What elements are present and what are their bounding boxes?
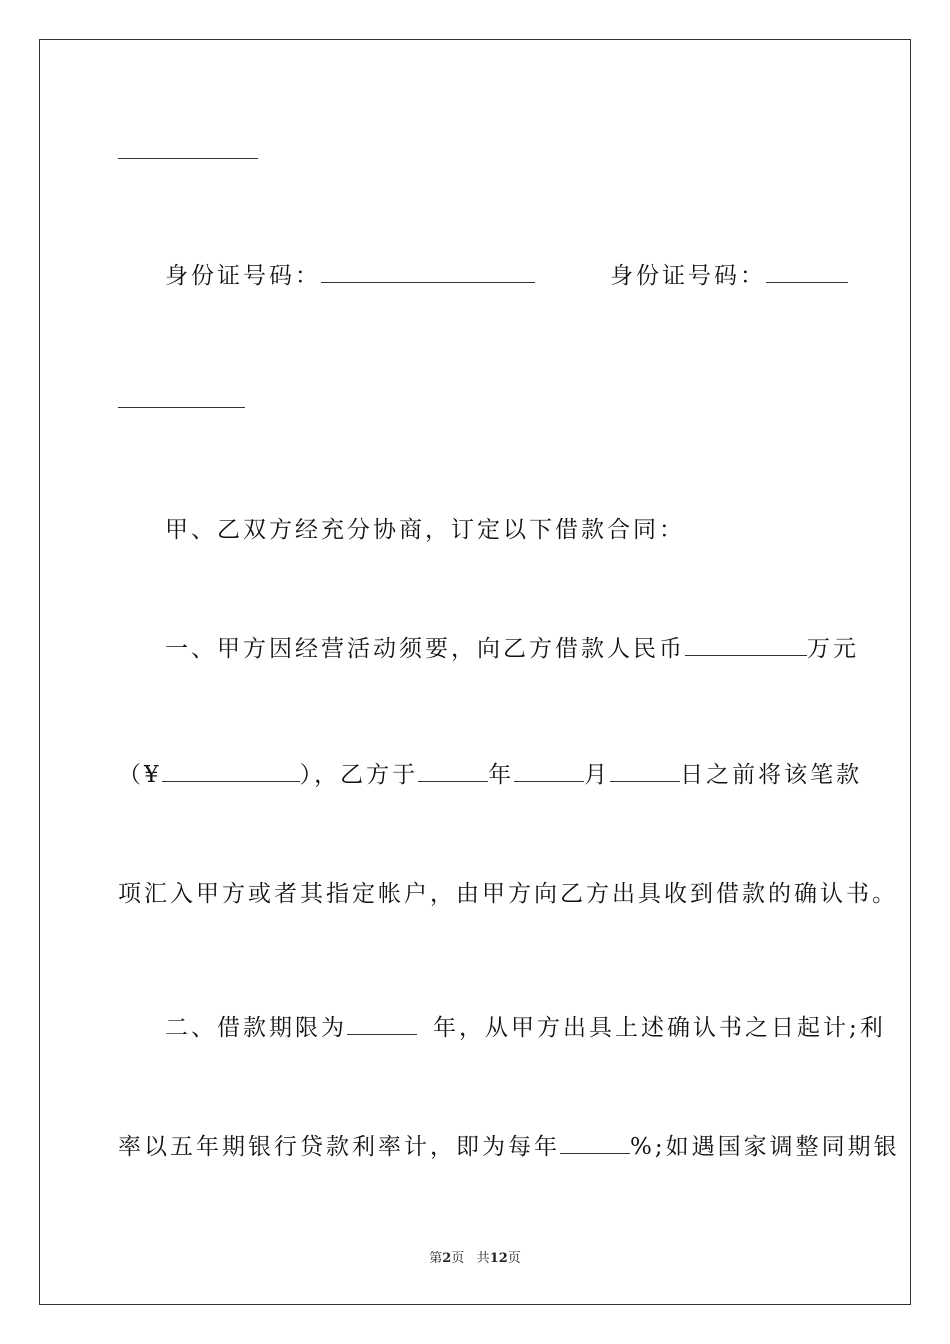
id-blank-left — [321, 264, 535, 283]
clause2-text-a: 二、借款期限为 — [165, 1015, 347, 1041]
clause1-month: 月 — [584, 762, 611, 788]
page-footer — [0, 1247, 950, 1266]
intro-paragraph: 甲、乙双方经充分协商，订定以下借款合同： — [165, 517, 685, 543]
amount-figure-blank — [162, 763, 300, 782]
clause1-paren-open: （¥ — [118, 762, 162, 788]
clause1-text-a: 一、甲方因经营活动须要，向乙方借款人民币 — [165, 636, 685, 662]
id-label-left: 身份证号码： — [165, 263, 321, 289]
id-blank-right — [766, 264, 848, 283]
clause2-text-c: 率以五年期银行贷款利率计，即为每年 — [118, 1134, 560, 1160]
year-blank — [418, 763, 488, 782]
footer-total-number: 12 — [489, 1251, 508, 1266]
clause2-text-d: %;如遇国家调整同期银 — [630, 1134, 900, 1160]
id-label-right: 身份证号码： — [610, 263, 766, 289]
footer-total-prefix: 共 — [476, 1251, 490, 1266]
clause1-text-b: 万元 — [807, 636, 859, 662]
clause1-line1 — [165, 635, 859, 663]
rate-blank — [560, 1135, 630, 1154]
id-row-right — [610, 262, 848, 290]
blank-line-top — [118, 158, 258, 159]
clause2-line1 — [165, 1014, 886, 1042]
day-blank — [610, 763, 680, 782]
amount-blank — [685, 637, 807, 656]
footer-page-prefix: 第 — [429, 1251, 443, 1266]
clause1-year: 年 — [488, 762, 515, 788]
id-row-left — [165, 262, 535, 290]
clause2-line2 — [118, 1133, 900, 1161]
blank-line-id-continued — [118, 407, 245, 408]
clause1-line3: 项汇入甲方或者其指定帐户，由甲方向乙方出具收到借款的确认书。 — [118, 881, 898, 907]
term-blank — [347, 1016, 417, 1035]
footer-page-number: 2 — [442, 1251, 452, 1266]
clause1-day-rest: 日之前将该笔款 — [680, 762, 863, 788]
footer-page-suffix: 页 — [451, 1251, 465, 1266]
clause2-text-b: 年，从甲方出具上述确认书之日起计;利 — [433, 1015, 886, 1041]
clause1-line2 — [118, 761, 862, 789]
month-blank — [514, 763, 584, 782]
page-border — [39, 39, 911, 1305]
footer-total-suffix: 页 — [507, 1251, 521, 1266]
clause1-paren-close: ），乙方于 — [299, 762, 419, 788]
